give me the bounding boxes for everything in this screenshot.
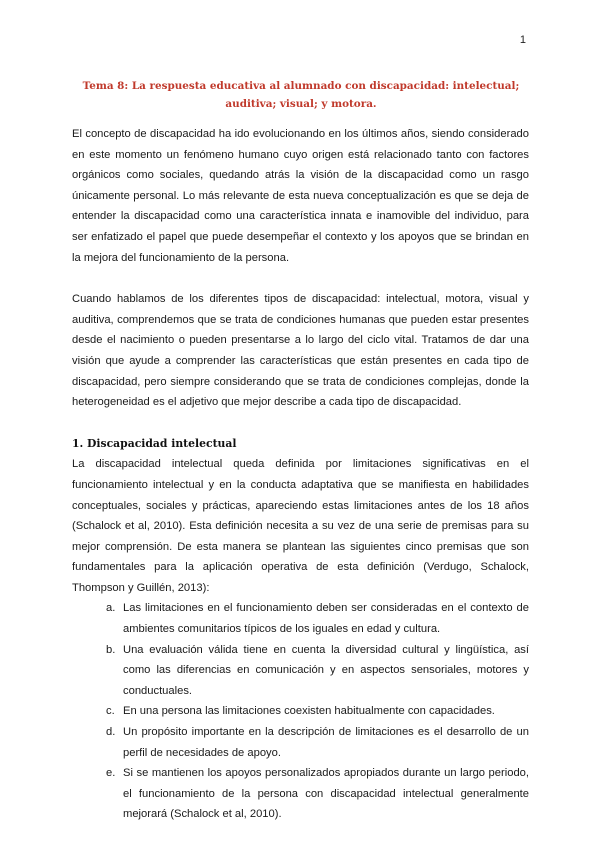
list-marker: b.: [106, 643, 116, 656]
list-item-text: Si se mantienen los apoyos personalizados apropiados durante un largo periodo, el funcionamiento de la persona con discapacidad intelectual generalmente mejorará (Schalock et al, 2010).: [123, 767, 529, 821]
list-item-text: Un propósito importante en la descripción de limitaciones es el desarrollo de un perfil de necesidades de apoyo.: [123, 726, 529, 759]
list-marker: c.: [106, 705, 115, 718]
list-item: [106, 763, 529, 825]
list-item-text: Una evaluación válida tiene en cuenta la diversidad cultural y lingüística, así como las diferencias en comunicación y en aspectos sensoriales, motores y conductuales.: [123, 643, 529, 697]
document-body: [72, 124, 529, 825]
section-heading: 1. Discapacidad intelectual: [72, 436, 237, 450]
list-item-text: En una persona las limitaciones coexisten habitualmente con capacidades.: [123, 705, 495, 718]
list-item: [106, 701, 529, 722]
document-title: Tema 8: La respuesta educativa al alumnado con discapacidad: intelectual; auditiva; visual; y motora.: [82, 79, 520, 110]
intro-paragraph-2: Cuando hablamos de los diferentes tipos de discapacidad: intelectual, motora, visual y auditiva, comprendemos que se trata de condiciones humanas que pueden estar presentes desde el nacimiento o pueden presentarse a lo largo del ciclo vital. Tratamos de dar una visión que ayude a comprender las características que están presentes en cada tipo de discapacidad, pero siempre considerando que se trata de condiciones complejas, donde la heterogeneidad es el adjetivo que mejor describe a cada tipo de discapacidad.: [72, 293, 529, 409]
intro-paragraph-1: El concepto de discapacidad ha ido evolucionando en los últimos años, siendo considerado en este momento un fenómeno humano cuyo origen está relacionado tanto con factores orgánicos como sociales, quedando atrás la visión de la discapacidad como un rasgo únicamente personal. Lo más relevante de esta nueva conceptualización es que se deja de entender la discapacidad como una característica innata e inamovible del individuo, para ser enfatizado el papel que puede desempeñar el contexto y los apoyos que se brindan en la mejora del funcionamiento de la persona.: [72, 128, 529, 264]
list-marker: e.: [106, 767, 116, 780]
list-item: [106, 722, 529, 763]
list-item: [106, 640, 529, 702]
section-intro-paragraph: La discapacidad intelectual queda definida por limitaciones significativas en el funcionamiento intelectual y en la conducta adaptativa que se manifiesta en habilidades conceptuales, sociales y prácticas, apareciendo estas limitaciones antes de los 18 años (Schalock et al, 2010). Esta definición necesita a su vez de una serie de premisas para su mejor comprensión. De esta manera se plantean las siguientes cinco premisas que son fundamentales para la aplicación operativa de esta definición (Verdugo, Schalock, Thompson y Guillén, 2013):: [72, 458, 529, 594]
list-marker: d.: [106, 726, 116, 739]
premises-list: [72, 598, 529, 825]
list-item-text: Las limitaciones en el funcionamiento deben ser consideradas en el contexto de ambientes comunitarios típicos de los iguales en edad y cultura.: [123, 602, 529, 636]
list-item: [106, 598, 529, 639]
list-marker: a.: [106, 602, 116, 615]
page-number: 1: [519, 34, 526, 46]
